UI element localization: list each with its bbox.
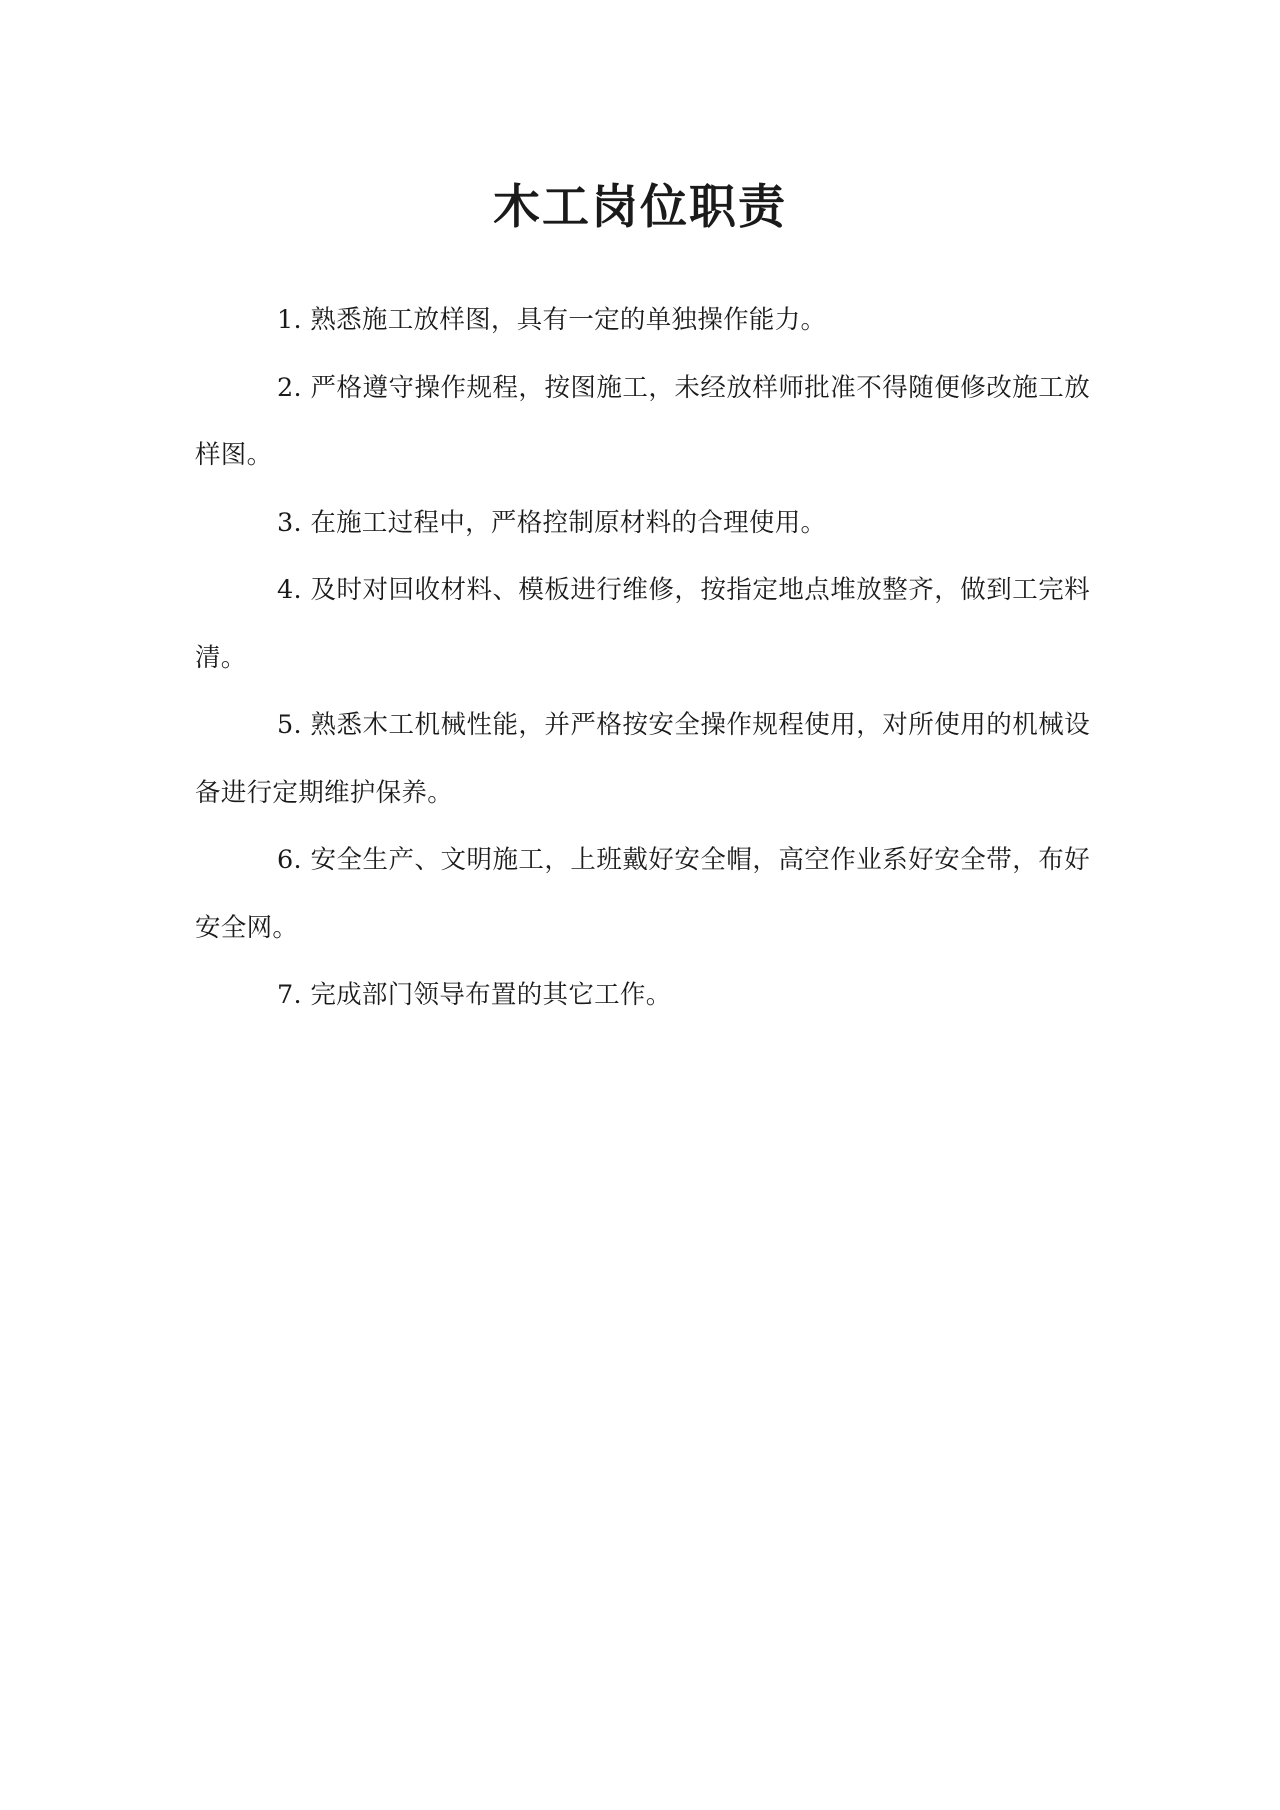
duty-item-7: 7. 完成部门领导布置的其它工作。 (277, 980, 672, 1010)
duty-item-6: 6. 安全生产、文明施工，上班戴好安全帽，高空作业系好安全带，布好安全网。 (195, 845, 1090, 943)
document-title: 木工岗位职责 (493, 180, 787, 235)
duty-item-4: 4. 及时对回收材料、模板进行维修，按指定地点堆放整齐，做到工完料清。 (195, 575, 1090, 673)
duty-item-3: 3. 在施工过程中，严格控制原材料的合理使用。 (277, 507, 827, 538)
duty-list (195, 287, 1090, 1030)
duty-item-1: 1. 熟悉施工放样图，具有一定的单独操作能力。 (277, 305, 827, 335)
duty-item-5: 5. 熟悉木工机械性能，并严格按安全操作规程使用，对所使用的机械设备进行定期维护保养。 (195, 710, 1090, 808)
duty-item-2: 2. 严格遵守操作规程，按图施工，未经放样师批准不得随便修改施工放样图。 (195, 372, 1090, 470)
